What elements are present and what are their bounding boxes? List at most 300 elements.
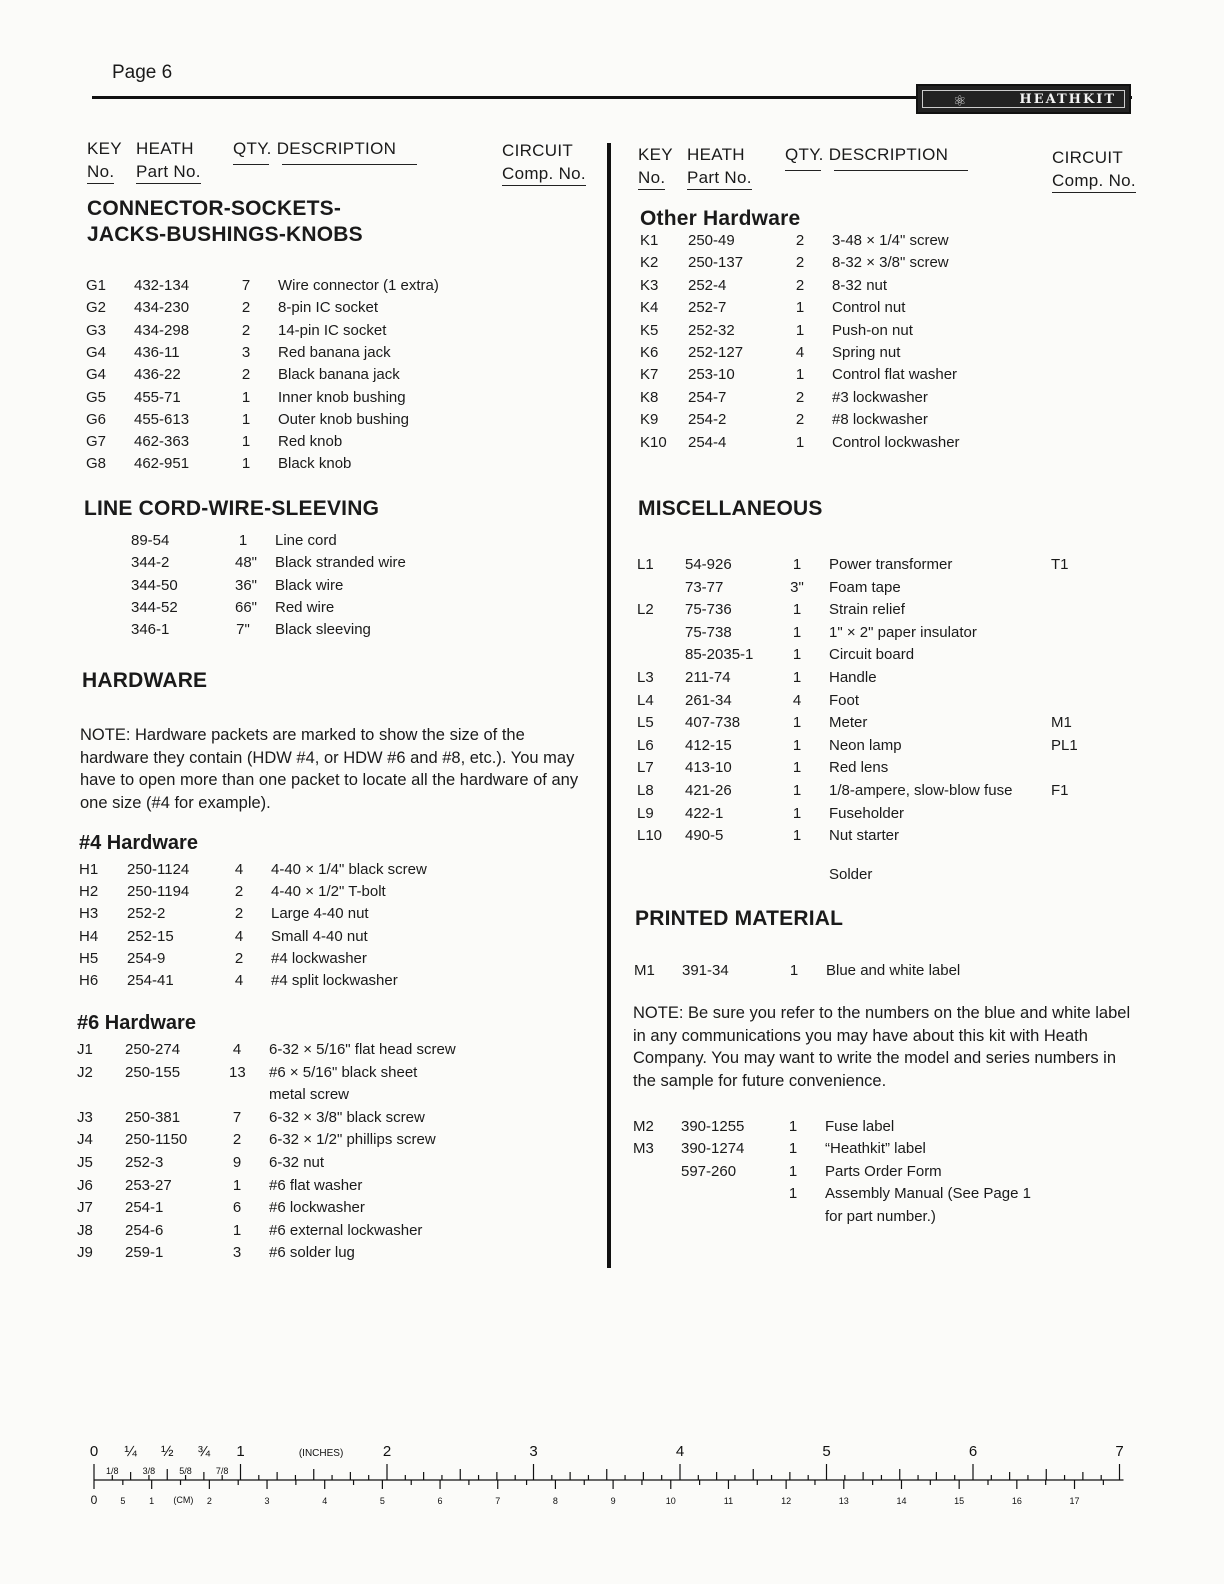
item-key: K9: [640, 411, 659, 429]
ruler-inch-label: 7: [1115, 1443, 1124, 1460]
list-item: [640, 365, 1200, 387]
list-item: [640, 321, 1200, 343]
item-qty: 66": [235, 598, 258, 616]
item-key: G7: [86, 433, 107, 451]
ruler-cm-label: 0: [90, 1493, 98, 1507]
item-part-no: 434-230: [134, 299, 190, 317]
list-item: [637, 555, 1197, 577]
ruler-cm-label: 17: [1069, 1496, 1080, 1506]
list-item: [83, 531, 643, 553]
item-part-no: 250-274: [125, 1041, 181, 1058]
item-qty: 3": [790, 578, 804, 596]
list-item: [640, 388, 1200, 410]
list-item: [640, 231, 1200, 253]
section-hardware-title: HARDWARE: [82, 669, 208, 692]
list-item: [633, 1207, 1193, 1229]
ruler-cm-label: 5: [120, 1496, 126, 1506]
item-qty: 1: [792, 759, 802, 777]
item-part-no: 252-3: [125, 1154, 164, 1171]
item-qty: 4: [234, 972, 244, 989]
item-qty: 1: [792, 736, 802, 754]
item-description: Control lockwasher: [832, 433, 960, 451]
ruler-inch-label: 2: [382, 1443, 392, 1460]
list-item: [640, 343, 1200, 365]
item-description: for part number.): [825, 1207, 936, 1225]
item-qty: 1: [792, 714, 802, 732]
hdr-part-no: Part No.: [687, 168, 752, 190]
ruler-inches-word: (INCHES): [298, 1448, 344, 1459]
item-part-no: 54-926: [685, 556, 732, 573]
list-item: [637, 600, 1197, 622]
item-part-no: 252-4: [688, 276, 727, 294]
item-description: Spring nut: [832, 344, 901, 361]
list-item: [86, 298, 646, 320]
list-item: [637, 645, 1197, 667]
item-key: L4: [637, 691, 654, 709]
item-part-no: 490-5: [685, 827, 724, 845]
item-description: 3-48 × 1/4" screw: [832, 232, 949, 249]
item-part-no: 344-50: [131, 576, 178, 594]
item-description: 4-40 × 1/2" T-bolt: [271, 883, 386, 901]
item-description: Control nut: [832, 299, 906, 317]
ruler-cm-label: 1: [149, 1496, 155, 1506]
item-description: 6-32 × 1/2" phillips screw: [269, 1131, 436, 1149]
list-item: [640, 298, 1200, 320]
item-description: Fuse label: [825, 1118, 895, 1135]
item-description: #6 × 5/16" black sheet: [269, 1063, 418, 1081]
item-qty: 1: [795, 321, 805, 339]
list-item: [77, 1130, 637, 1152]
section-connector-title: CONNECTOR-SOCKETS- JACKS-BUSHINGS-KNOBS: [87, 197, 363, 246]
heathkit-logo: [916, 84, 1131, 114]
list-item: [637, 713, 1197, 735]
section-linecord-title: LINE CORD-WIRE-SLEEVING: [84, 497, 380, 520]
item-description: Outer knob bushing: [278, 410, 409, 428]
item-qty: 1: [792, 782, 802, 799]
item-description: Large 4-40 nut: [271, 905, 369, 923]
item-part-no: 390-1274: [681, 1140, 745, 1158]
item-comp-no: F1: [1051, 782, 1069, 799]
item-description: Black stranded wire: [275, 554, 406, 572]
item-description: #4 split lockwasher: [271, 972, 398, 989]
item-part-no: 254-7: [688, 388, 727, 406]
item-key: K10: [640, 433, 667, 451]
ruler-fraction-label: 3/8: [142, 1466, 156, 1476]
list-item: [83, 620, 643, 642]
ruler-inch-label: 4: [675, 1443, 685, 1460]
item-part-no: 261-34: [685, 691, 732, 709]
list-item: [77, 1243, 637, 1265]
item-key: H3: [79, 905, 99, 923]
ruler-cm-label: 15: [954, 1496, 965, 1506]
item-description: Black knob: [278, 455, 352, 473]
item-qty: 4: [792, 691, 802, 709]
list-item: [637, 578, 1197, 600]
item-part-no: 75-738: [685, 623, 732, 641]
list-item: [77, 1198, 637, 1220]
item-part-no: 85-2035-1: [685, 646, 754, 664]
list-item: [83, 553, 643, 575]
item-description: Inner knob bushing: [278, 388, 406, 406]
item-key: J8: [77, 1221, 93, 1239]
item-key: J9: [77, 1244, 93, 1262]
item-part-no: 250-1150: [125, 1131, 188, 1149]
item-key: K2: [640, 254, 659, 272]
ruler-inch-label: 5: [822, 1443, 831, 1460]
item-qty: 1: [241, 388, 251, 406]
item-comp-no: M1: [1051, 714, 1072, 732]
item-part-no: 250-1194: [127, 883, 190, 901]
item-part-no: 252-127: [688, 344, 744, 361]
item-qty: 1: [788, 1185, 798, 1203]
section-printed-title: PRINTED MATERIAL: [635, 907, 844, 930]
item-part-no: 597-260: [681, 1162, 737, 1180]
item-part-no: 346-1: [131, 621, 170, 639]
list-item: [637, 691, 1197, 713]
item-qty: 3: [232, 1244, 242, 1262]
item-part-no: 455-71: [134, 388, 181, 406]
item-qty: 4: [232, 1041, 242, 1058]
item-description: Wire connector (1 extra): [278, 277, 439, 294]
item-part-no: 250-381: [125, 1108, 181, 1126]
item-key: K4: [640, 299, 659, 317]
item-key: J2: [77, 1063, 93, 1081]
item-key: H1: [79, 861, 99, 878]
item-qty: 2: [232, 1131, 242, 1149]
hdr-part-no: Part No.: [136, 162, 201, 184]
item-key: K5: [640, 321, 659, 339]
item-qty: 1: [792, 804, 802, 822]
item-qty: 13: [229, 1063, 246, 1081]
item-description: 8-32 nut: [832, 276, 888, 294]
item-qty: 1: [792, 646, 802, 664]
hdr-no: No.: [87, 162, 114, 184]
ruler-cm-label: 11: [723, 1496, 734, 1506]
item-part-no: 254-2: [688, 411, 727, 429]
item-comp-no: PL1: [1051, 736, 1078, 754]
item-key: K7: [640, 366, 659, 384]
item-part-no: 434-298: [134, 321, 190, 339]
list-item: [86, 410, 646, 432]
ruler-inch-label: 0: [89, 1443, 99, 1460]
item-qty: 1: [788, 1162, 798, 1180]
item-description: Foam tape: [829, 578, 901, 596]
item-key: L7: [637, 759, 654, 777]
list-item: [79, 904, 639, 926]
item-part-no: 422-1: [685, 804, 724, 822]
ruler-inch-label: ¼: [124, 1443, 137, 1460]
ruler-inch-label: 3: [529, 1443, 538, 1460]
item-description: #6 solder lug: [269, 1244, 355, 1262]
hdr-key: KEY: [87, 139, 122, 158]
hw4-title: #4 Hardware: [79, 832, 198, 854]
item-qty: 9: [232, 1154, 242, 1171]
ruler-cm-label: 14: [896, 1496, 907, 1506]
item-qty: 1: [788, 1140, 798, 1158]
section-other-hardware-title: Other Hardware: [640, 207, 801, 230]
ruler-cm-label: 6: [437, 1496, 443, 1506]
solder-item: Solder: [829, 866, 873, 883]
item-key: J3: [77, 1108, 93, 1126]
list-item: [640, 253, 1200, 275]
item-part-no: 252-7: [688, 299, 727, 317]
item-qty: 7: [241, 277, 251, 294]
list-item: [633, 1184, 1193, 1206]
list-item: [77, 1085, 637, 1107]
ruler-fraction-label: 1/8: [106, 1466, 119, 1476]
item-part-no: 455-613: [134, 410, 190, 428]
item-qty: 4: [234, 927, 244, 945]
list-item: [77, 1176, 637, 1198]
ruler-inch-label: ½: [160, 1443, 174, 1460]
item-key: L8: [637, 782, 654, 799]
ruler-cm-label: 10: [665, 1496, 676, 1506]
item-qty: 36": [235, 576, 258, 594]
item-part-no: 259-1: [125, 1244, 164, 1262]
item-description: Parts Order Form: [825, 1162, 942, 1180]
item-part-no: 462-951: [134, 455, 190, 473]
item-key: L9: [637, 804, 654, 822]
ruler-cm-label: 4: [322, 1496, 328, 1506]
ruler-fraction-label: 5/8: [179, 1466, 192, 1476]
ruler-cm-label: 9: [610, 1496, 616, 1506]
list-item: [86, 343, 646, 365]
item-qty: 1: [232, 1221, 242, 1239]
item-qty: 7: [232, 1108, 242, 1126]
item-part-no: 250-49: [688, 232, 735, 249]
item-description: #6 external lockwasher: [269, 1221, 423, 1239]
item-key: M2: [633, 1118, 654, 1135]
item-key: K8: [640, 388, 659, 406]
item-part-no: 211-74: [685, 669, 731, 686]
item-qty: 2: [241, 366, 251, 384]
item-part-no: 75-736: [685, 601, 732, 619]
item-description: Meter: [829, 714, 868, 732]
page-number: Page 6: [112, 62, 173, 83]
atom-icon: ⚛: [953, 93, 967, 110]
section-misc-title: MISCELLANEOUS: [638, 497, 823, 520]
item-key: G4: [86, 366, 107, 384]
item-part-no: 432-134: [134, 277, 190, 294]
item-part-no: 462-363: [134, 433, 190, 451]
item-qty: 1: [792, 601, 802, 619]
ruler-fraction-label: 7/8: [215, 1466, 229, 1476]
item-part-no: 73-77: [685, 578, 724, 596]
hdr-comp-no: Comp. No.: [1052, 171, 1136, 193]
list-item: [86, 321, 646, 343]
item-description: Red knob: [278, 433, 343, 451]
list-item: [79, 860, 639, 882]
item-qty: 1: [232, 1176, 242, 1194]
item-part-no: 252-32: [688, 321, 735, 339]
ruler-inch-label: 6: [968, 1443, 978, 1460]
item-key: K3: [640, 276, 659, 294]
item-part-no: 407-738: [685, 714, 741, 732]
item-qty: 1: [788, 1118, 798, 1135]
list-item: [640, 433, 1200, 455]
item-part-no: 254-1: [125, 1199, 164, 1217]
item-qty: 1: [241, 433, 251, 451]
item-description: Handle: [829, 669, 877, 686]
list-item: [637, 804, 1197, 826]
item-qty: 3: [241, 343, 251, 361]
item-description: 14-pin IC socket: [278, 321, 387, 339]
item-key: J6: [77, 1176, 93, 1194]
item-description: 4-40 × 1/4" black screw: [271, 861, 427, 878]
item-qty: 2: [234, 949, 244, 967]
item-qty: 1: [792, 669, 802, 686]
item-qty: 1: [241, 455, 251, 473]
item-description: #4 lockwasher: [271, 949, 367, 967]
ruler-cm-label: 8: [552, 1496, 558, 1506]
list-item: [637, 736, 1197, 758]
item-part-no: 252-15: [127, 927, 174, 945]
item-description: 8-pin IC socket: [278, 299, 379, 317]
hdr-qty-desc: QTY. DESCRIPTION: [233, 139, 397, 158]
item-key: H6: [79, 972, 99, 989]
list-item: [633, 1162, 1193, 1184]
item-key: H2: [79, 883, 99, 901]
item-description: Push-on nut: [832, 321, 913, 339]
item-key: M3: [633, 1140, 654, 1158]
item-qty: 6: [232, 1199, 242, 1217]
item-key: L1: [637, 556, 654, 573]
item-description: Black wire: [275, 576, 344, 594]
item-key: J7: [77, 1199, 93, 1217]
item-key: G6: [86, 410, 107, 428]
item-qty: 2: [241, 299, 251, 317]
item-part-no: 253-10: [688, 366, 735, 384]
item-description: #3 lockwasher: [832, 388, 928, 406]
item-key: G2: [86, 299, 107, 317]
hdr-heath: HEATH: [136, 139, 194, 158]
item-part-no: 412-15: [685, 736, 732, 754]
item-description: 6-32 × 5/16" flat head screw: [269, 1041, 456, 1058]
item-part-no: 436-11: [134, 343, 180, 361]
list-item: [77, 1040, 637, 1062]
item-part-no: 250-137: [688, 254, 744, 272]
item-qty: 2: [795, 388, 805, 406]
item-key: G1: [86, 277, 107, 294]
list-item: [86, 276, 646, 298]
hardware-note: NOTE: Hardware packets are marked to show the size of the hardware they contain (HDW #4, or HDW #6 and #8, etc.). You may have to open more than one packet to locate all the hardware of any one size (#4 for example).: [80, 726, 579, 812]
list-item: [86, 432, 646, 454]
item-part-no: 254-41: [127, 972, 174, 989]
item-key: G5: [86, 388, 107, 406]
hdr-comp-no: Comp. No.: [502, 164, 586, 186]
item-description: 1" × 2" paper insulator: [829, 623, 977, 641]
item-qty: 4: [795, 344, 805, 361]
item-description: Assembly Manual (See Page 1: [825, 1185, 1031, 1203]
ruler-cm-word: (CM): [173, 1495, 194, 1505]
item-qty: 2: [795, 232, 805, 249]
item-qty: 2: [241, 321, 251, 339]
item-qty: 2: [795, 254, 805, 272]
list-item: [637, 826, 1197, 848]
item-description: 1/8-ampere, slow-blow fuse: [829, 782, 1013, 799]
item-qty: 4: [234, 861, 244, 878]
item-part-no: 253-27: [125, 1176, 172, 1194]
item-description: Neon lamp: [829, 736, 902, 754]
ruler-cm-label: 2: [206, 1496, 212, 1506]
hdr-no: No.: [638, 168, 665, 190]
item-part-no: 254-4: [688, 433, 727, 451]
item-key: H4: [79, 927, 99, 945]
list-item: [79, 971, 639, 993]
item-comp-no: T1: [1051, 556, 1069, 573]
item-description: Foot: [829, 691, 860, 709]
item-qty: 1: [792, 623, 802, 641]
item-description: Nut starter: [829, 827, 900, 845]
item-description: Red lens: [829, 759, 889, 777]
item-qty: 7": [236, 621, 250, 639]
list-item: [77, 1221, 637, 1243]
item-description: Red wire: [275, 598, 335, 616]
hw6-title: #6 Hardware: [77, 1012, 196, 1034]
ruler-cm-label: 12: [781, 1496, 792, 1506]
list-item: [79, 949, 639, 971]
ruler-inch-label: ¾: [197, 1443, 211, 1460]
item-key: L5: [637, 714, 654, 732]
item-key: K6: [640, 344, 659, 361]
item-part-no: 421-26: [685, 782, 732, 799]
item-key: J1: [77, 1041, 93, 1058]
ruler-cm-label: 7: [495, 1496, 501, 1506]
item-qty: 1: [795, 299, 805, 317]
logo-wordmark: HEATHKIT: [1019, 91, 1116, 107]
hdr-key: KEY: [638, 145, 673, 164]
list-item: [83, 576, 643, 598]
item-part-no: 254-9: [127, 949, 166, 967]
item-part-no: 250-155: [125, 1063, 181, 1081]
item-qty: 2: [795, 411, 805, 429]
item-description: Control flat washer: [832, 366, 958, 384]
item-description: 6-32 × 3/8" black screw: [269, 1108, 425, 1126]
item-part-no: 254-6: [125, 1221, 164, 1239]
item-qty: 1: [792, 827, 802, 845]
item-qty: 1: [238, 532, 248, 549]
item-key: G8: [86, 455, 107, 473]
item-key: G4: [86, 343, 107, 361]
list-item: [77, 1063, 637, 1085]
list-item: [79, 927, 639, 949]
list-item: [640, 410, 1200, 432]
item-part-no: 413-10: [685, 759, 732, 777]
list-item: [640, 276, 1200, 298]
item-description: Line cord: [275, 532, 337, 549]
ruler-cm-label: 3: [264, 1496, 270, 1506]
item-key: L6: [637, 736, 654, 754]
item-key: L10: [637, 827, 663, 845]
item-description: #6 flat washer: [269, 1176, 363, 1194]
list-item: [83, 598, 643, 620]
hdr-qty-desc: QTY. DESCRIPTION: [785, 145, 949, 164]
list-item: [77, 1108, 637, 1130]
list-item: [86, 388, 646, 410]
list-item: [637, 758, 1197, 780]
item-description: Circuit board: [829, 646, 915, 664]
item-part-no: 390-1255: [681, 1118, 745, 1135]
item-qty: 48": [235, 554, 258, 572]
item-description: 6-32 nut: [269, 1154, 325, 1171]
item-description: Fuseholder: [829, 804, 905, 822]
item-key: H5: [79, 949, 99, 967]
item-description: Strain relief: [829, 601, 905, 619]
item-part-no: 89-54: [131, 532, 170, 549]
item-qty: 2: [795, 276, 805, 294]
item-description: Power transformer: [829, 556, 953, 573]
printed-note: NOTE: Be sure you refer to the numbers on the blue and white label in any communications you may have about this kit with Heath Company. You may want to write the model and series numbers in the sample for future convenience.: [633, 1004, 1131, 1090]
